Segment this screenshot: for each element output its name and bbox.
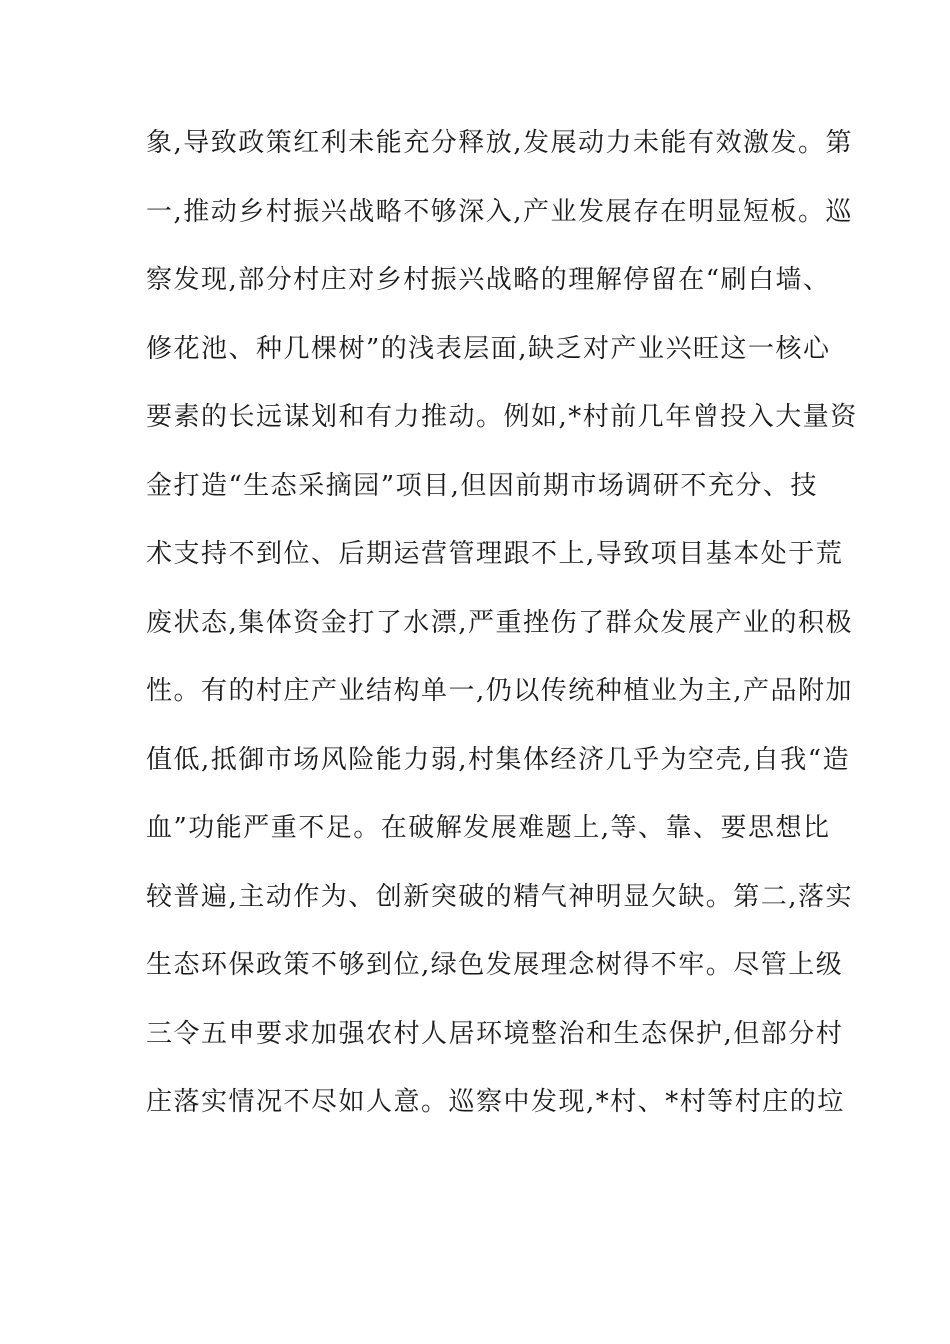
text-line-1: 象,导致政策红利未能充分释放,发展动力未能有效激发。第 [146, 128, 854, 158]
text-line-14: 三令五申要求加强农村人居环境整治和生态保护,但部分村 [146, 1018, 844, 1049]
text-line-6: 金打造“生态采摘园”项目,但因前期市场调研不充分、技 [146, 470, 818, 501]
text-line-15: 庄落实情况不尽如人意。巡察中发现,*村、*村等村庄的垃 [146, 1087, 845, 1117]
text-line-7: 术支持不到位、后期运营管理跟不上,导致项目基本处于荒 [146, 539, 844, 569]
text-line-10: 值低,抵御市场风险能力弱,村集体经济几乎为空壳,自我“造 [146, 744, 851, 775]
body-text [146, 118, 858, 1146]
text-line-8: 废状态,集体资金打了水漂,严重挫伤了群众发展产业的积极 [146, 607, 854, 638]
text-line-9: 性。有的村庄产业结构单一,仍以传统种植业为主,产品附加 [146, 676, 854, 706]
text-line-4: 修花池、种几棵树”的浅表层面,缺乏对产业兴旺这一核心 [146, 333, 831, 364]
text-line-2: 一,推动乡村振兴战略不够深入,产业发展存在明显短板。巡 [146, 196, 854, 227]
text-line-5: 要素的长远谋划和有力推动。例如,*村前几年曾投入大量资 [146, 402, 858, 432]
text-line-11: 血”功能严重不足。在破解发展难题上,等、靠、要思想比 [146, 813, 831, 843]
text-line-12: 较普遍,主动作为、创新突破的精气神明显欠缺。第二,落实 [146, 881, 854, 912]
text-line-13: 生态环保政策不够到位,绿色发展理念树得不牢。尽管上级 [146, 950, 844, 980]
text-line-3: 察发现,部分村庄对乡村振兴战略的理解停留在“刷白墙、 [146, 265, 831, 295]
